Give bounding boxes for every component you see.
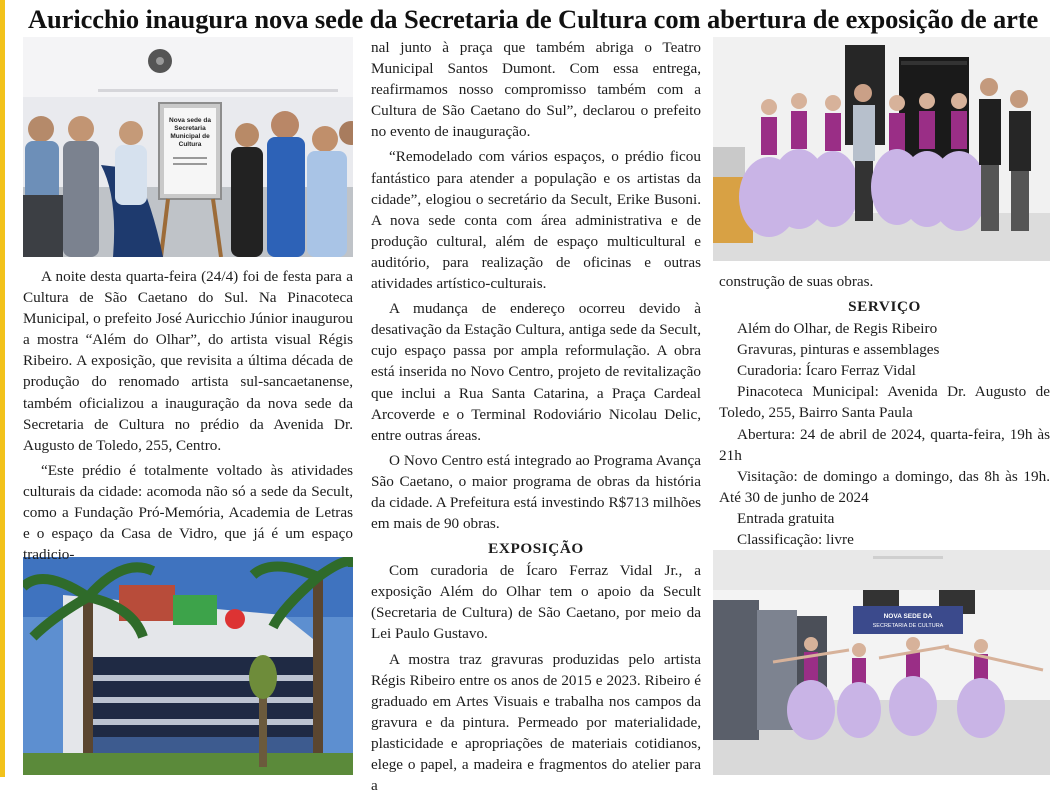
- servico-item: Gravuras, pinturas e assemblages: [737, 341, 940, 359]
- ceremony-photo: [23, 37, 353, 257]
- servico-item: Classificação: livre: [737, 531, 854, 549]
- banner-line2: SECRETARIA DE CULTURA: [872, 623, 944, 629]
- ballet-group-photo: [713, 37, 1050, 261]
- article-column-3: [719, 271, 1050, 550]
- col1-paragraph-2: “Este prédio é totalmente voltado às atividades culturais da cidade: acomoda não só a sede da Secult, como a Fundação Pró-Memória, Academia de Letras e o espaço da Casa de Vidro, que já é um espaço tradicio-: [23, 461, 353, 564]
- headline: Auricchio inaugura nova sede da Secretaria de Cultura com abertura de exposição de arte: [28, 4, 1039, 34]
- plaque-line3: Municipal de: [170, 133, 210, 140]
- col3-continuation: construção de suas obras.: [719, 273, 874, 290]
- col2-paragraph-6: A mostra traz gravuras produzidas pelo artista Régis Ribeiro entre os anos de 2015 e 2023. Ribeiro é graduado em Artes Visuais e trabalha nos campos da gravura e da pintura. Permeado por materialidade, plasticidade e apropriações de materiais cotidianos, elege o papel, a madeira e fragmentos do atelier para a: [371, 650, 701, 795]
- servico-item: Além do Olhar, de Regis Ribeiro: [737, 320, 938, 338]
- article-column-1: [23, 266, 353, 569]
- building-photo: [23, 557, 353, 775]
- servico-item: Abertura: 24 de abril de 2024, quarta-feira, 19h às 21h: [719, 425, 1050, 464]
- accent-bar: [0, 0, 5, 777]
- servico-item: Pinacoteca Municipal: Avenida Dr. Augusto de Toledo, 255, Bairro Santa Paula: [719, 383, 1050, 422]
- col2-paragraph-4: O Novo Centro está integrado ao Programa Avança São Caetano, o maior programa de obras da história da cidade. A Prefeitura está investindo R$713 milhões em mais de 90 obras.: [371, 451, 701, 533]
- ballet-performance-photo: [713, 550, 1050, 775]
- article-column-2: [371, 37, 701, 800]
- banner-line1: NOVA SEDE DA: [883, 613, 933, 620]
- col2-paragraph-1: nal junto à praça que também abriga o Teatro Municipal Santos Dumont. Com essa entrega, reafirmamos nosso compromisso também com a Cultura de São Caetano do Sul”, declarou o prefeito no evento de inauguração.: [371, 39, 701, 141]
- servico-item: Curadoria: Ícaro Ferraz Vidal: [737, 362, 916, 380]
- plaque-line1: Nova sede da: [169, 117, 211, 124]
- plaque-line2: Secretaria: [174, 125, 206, 132]
- plaque-line4: Cultura: [178, 141, 202, 148]
- col2-paragraph-2: “Remodelado com vários espaços, o prédio ficou fantástico para atender a população e os artistas da cidade”, elogiou o secretário da Secult, Erike Busoni. A nova sede conta com área administrativa e de produção cultural, além de espaço multicultural e auditório, para realização de oficinas e outras atividades artístico-culturais.: [371, 148, 701, 293]
- servico-item: Entrada gratuita: [737, 509, 835, 527]
- exposicao-heading: EXPOSIÇÃO: [488, 540, 584, 558]
- col2-paragraph-5: Com curadoria de Ícaro Ferraz Vidal Jr., a exposição Além do Olhar tem o apoio da Secult (Secretaria de Cultura) de São Caetano, por meio da Lei Paulo Gustavo.: [371, 562, 701, 643]
- col2-paragraph-3: A mudança de endereço ocorreu devido à desativação da Estação Cultura, antiga sede da Secult, cujo espaço passa por ampla reformulação. A obra está inserida no Novo Centro, projeto de revitalização que inclui a Rua Santa Catarina, a Praça Cardeal Arcoverde e o Terminal Rodoviário Nicolau Delic, entre outras áreas.: [371, 300, 701, 444]
- col1-paragraph-1: A noite desta quarta-feira (24/4) foi de festa para a Cultura de São Caetano do Sul. Na Pinacoteca Municipal, o prefeito José Auricchio Júnior inaugurou a mostra “Além do Olhar”, do artista visual Régis Ribeiro. A exposição, que revisita a última década de produção do renomado artista sul-sancaetanense, também oficializou a inauguração da nova sede da Secretaria de Cultura no prédio da Avenida Dr. Augusto de Toledo, 255, Centro.: [23, 268, 353, 454]
- servico-item: Visitação: de domingo a domingo, das 8h às 19h. Até 30 de junho de 2024: [719, 467, 1050, 506]
- servico-heading: SERVIÇO: [848, 298, 921, 316]
